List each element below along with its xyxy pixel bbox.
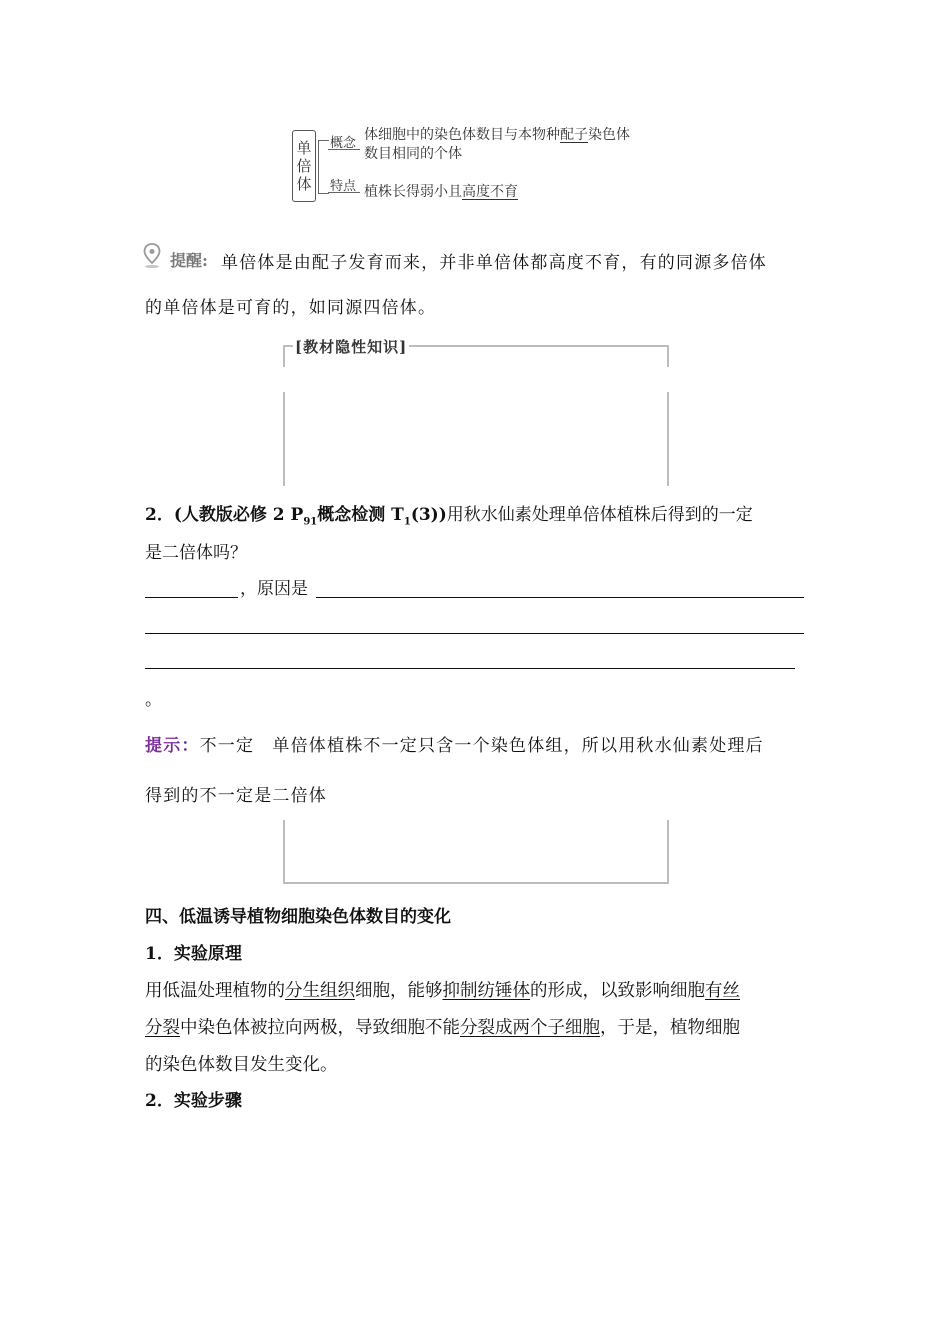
reason-prefix: ，原因是 <box>240 579 308 599</box>
tip-line2: 的单倍体是可育的，如同源四倍体。 <box>145 298 437 318</box>
hint-label: 提示： <box>145 736 200 756</box>
term-char: 倍 <box>296 157 312 175</box>
term-char: 单 <box>296 139 312 157</box>
concept-connector <box>328 149 360 150</box>
answer-divide-two: 分裂成两个子细胞 <box>460 1018 600 1038</box>
answer-blank-line1[interactable] <box>316 597 804 598</box>
term-char: 体 <box>296 175 312 193</box>
question-number: 2． <box>145 505 174 525</box>
answer-mitosis-b: 分裂 <box>145 1018 180 1038</box>
subheading-steps: 2．实验步骤 <box>145 1091 242 1111</box>
subheading-principle: 1．实验原理 <box>145 944 242 964</box>
location-pin-icon <box>143 243 161 269</box>
answer-gamete: 配子 <box>560 127 588 143</box>
question-line1 <box>145 507 753 527</box>
answer-sterile: 高度不育 <box>462 184 518 200</box>
term-box-haploid <box>292 130 316 202</box>
end-mark: 。 <box>145 690 162 710</box>
concept-label: 概念 <box>330 136 357 151</box>
question-text: 用秋水仙素处理单倍体植株后得到的一定 <box>446 505 753 525</box>
knowledge-box-bottom <box>283 820 669 884</box>
answer-blank-short[interactable] <box>145 597 238 598</box>
hint-line2: 得到的不一定是二倍体 <box>145 786 327 806</box>
knowledge-box-sides <box>283 392 669 486</box>
principle-line3: 的染色体数目发生变化。 <box>145 1055 338 1075</box>
answer-mitosis-a: 有丝 <box>705 981 740 1001</box>
question-source: (人教版必修 2 $P_{91}$概念检测 $T_1(3)$) <box>173 505 447 528</box>
feature-connector <box>328 192 360 193</box>
answer-blank-line2[interactable] <box>145 633 804 634</box>
answer-meristem: 分生组织 <box>285 981 355 1001</box>
section-heading: 四、低温诱导植物细胞染色体数目的变化 <box>145 907 451 927</box>
knowledge-box-title: [教材隐性知识] <box>295 338 408 356</box>
question-line2: 是二倍体吗？ <box>145 543 247 563</box>
answer-inhibit-spindle: 抑制纺锤体 <box>442 981 530 1001</box>
feature-label: 特点 <box>330 179 357 194</box>
hint-line1: 提示：不一定 单倍体植株不一定只含一个染色体组，所以用秋水仙素处理后 <box>145 736 764 756</box>
principle-line1: 用低温处理植物的分生组织细胞，能够抑制纺锤体的形成，以致影响细胞有丝 <box>145 981 740 1001</box>
feature-text: 植株长得弱小且高度不育 <box>364 184 518 200</box>
concept-text-line2: 数目相同的个体 <box>364 146 462 162</box>
principle-line2: 分裂中染色体被拉向两极，导致细胞不能分裂成两个子细胞，于是，植物细胞 <box>145 1018 740 1038</box>
tip-line1: 单倍体是由配子发育而来，并非单倍体都高度不育，有的同源多倍体 <box>221 253 767 273</box>
tip-label: 提醒: <box>170 251 208 270</box>
answer-blank-line3[interactable] <box>145 668 795 669</box>
concept-text-line1: 体细胞中的染色体数目与本物种配子染色体 <box>364 127 630 143</box>
